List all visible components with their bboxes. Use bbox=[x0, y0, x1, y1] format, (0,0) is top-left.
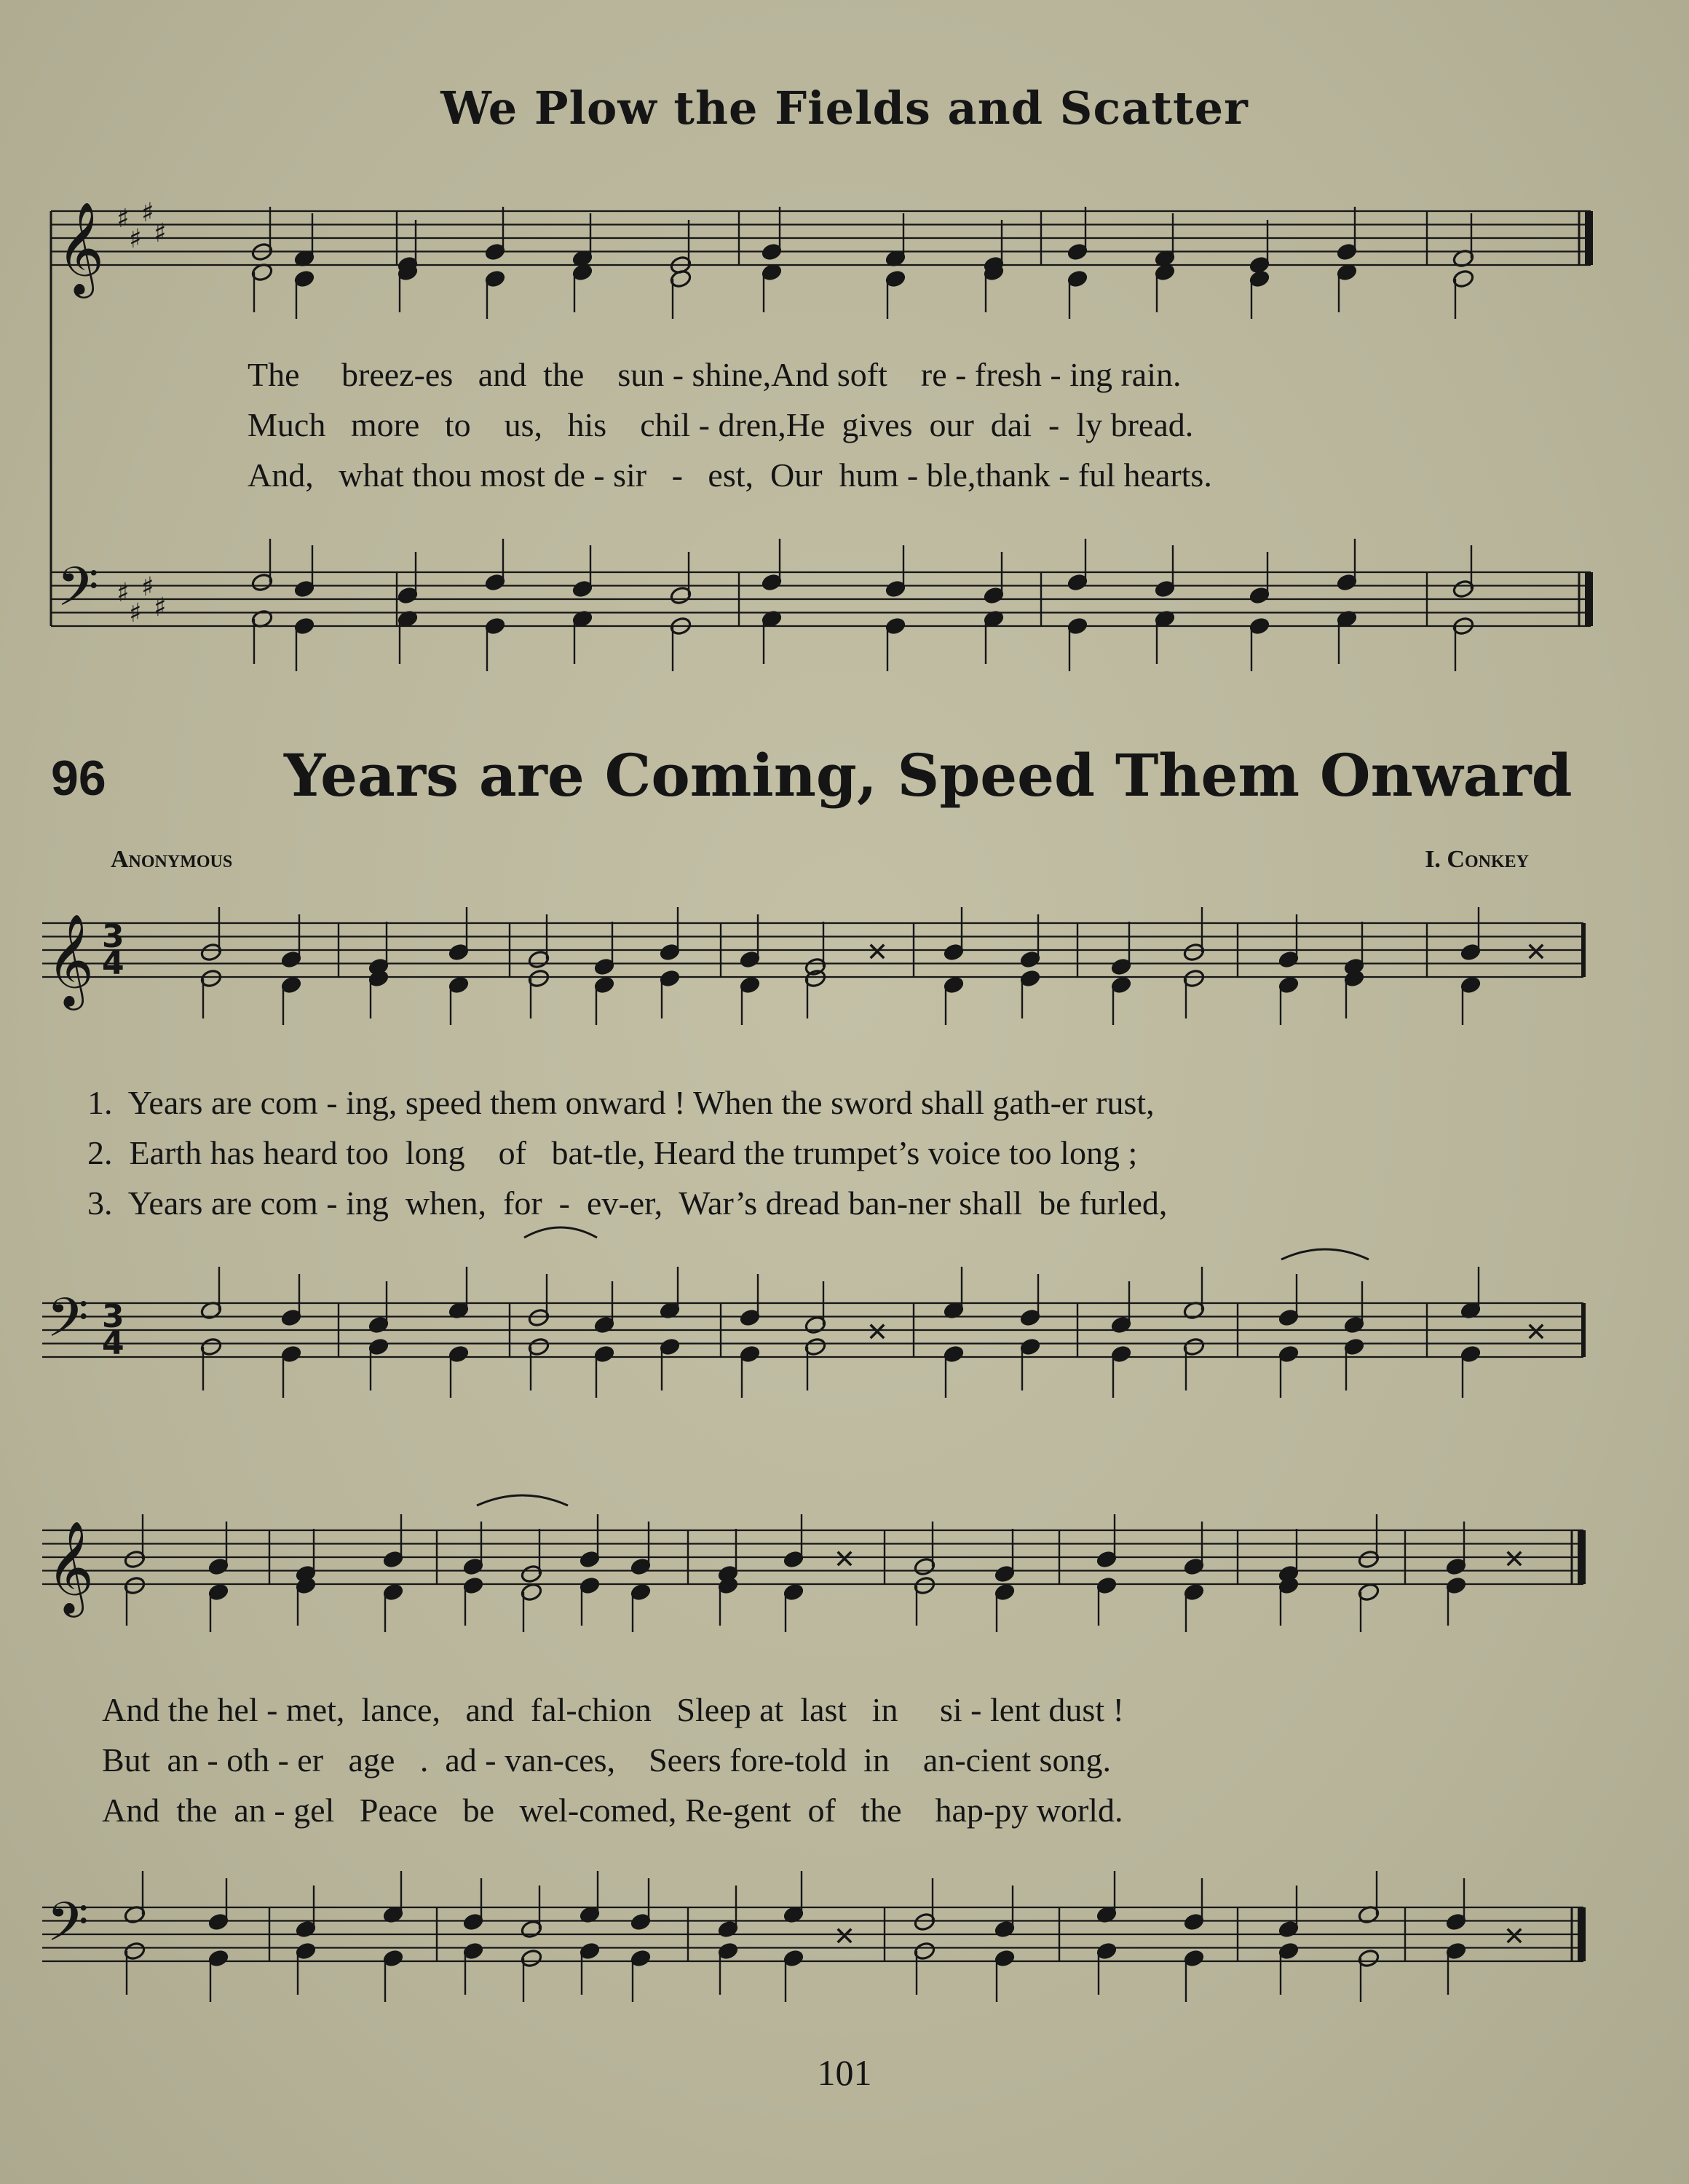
top-lyric-line-2: Much more to us, his chil - dren,He gives our dai - ly bread. bbox=[248, 406, 1194, 443]
rest-symbol: ✕ bbox=[1524, 938, 1548, 968]
treble-clef: 𝄞 bbox=[47, 1520, 95, 1613]
top-lyric-line-1: The breez-es and the sun - shine,And soft re - fresh - ing rain. bbox=[248, 356, 1182, 393]
verse-line-1-2: 2. Earth has heard too long of bat-tle, Heard the trumpet’s voice too long ; bbox=[87, 1134, 1138, 1171]
music-credit: I. Conkey bbox=[1425, 846, 1529, 873]
verse-line-2-2: But an - oth - er age . ad - van-ces, Seers fore-told in an-cient song. bbox=[102, 1741, 1111, 1779]
final-barline-thick bbox=[1585, 211, 1593, 265]
rest-symbol: ✕ bbox=[866, 938, 889, 968]
sharp-sign: ♯ bbox=[129, 224, 142, 254]
rest-symbol: ✕ bbox=[1503, 1545, 1526, 1575]
verse-line-1-1: 1. Years are com - ing, speed them onward ! When the sword shall gath-er rust, bbox=[87, 1084, 1155, 1121]
treble-clef: 𝄞 bbox=[47, 913, 95, 1006]
verse-line-1-3: 3. Years are com - ing when, for - ev-er, War’s dread ban-ner shall be furled, bbox=[87, 1184, 1168, 1222]
bass-clef: 𝄢 bbox=[47, 1891, 89, 1967]
top-hymn-title: We Plow the Fields and Scatter bbox=[440, 82, 1249, 135]
words-credit: Anonymous bbox=[111, 846, 233, 873]
verse-line-2-1: And the hel - met, lance, and fal-chion Sleep at last in si - lent dust ! bbox=[102, 1691, 1124, 1728]
sharp-sign: ♯ bbox=[141, 198, 154, 228]
sharp-sign: ♯ bbox=[154, 218, 167, 248]
rest-symbol: ✕ bbox=[866, 1318, 889, 1348]
slur-curve bbox=[524, 1227, 597, 1238]
rest-symbol: ✕ bbox=[1503, 1922, 1526, 1952]
top-lyric-line-3: And, what thou most de - sir - est, Our hum - ble,thank - ful hearts. bbox=[248, 456, 1212, 494]
treble-clef: 𝄞 bbox=[57, 201, 105, 294]
rest-symbol: ✕ bbox=[833, 1922, 856, 1952]
time-signature-bottom: 4 bbox=[102, 1325, 124, 1362]
sharp-sign: ♯ bbox=[154, 593, 167, 622]
verse-line-2-3: And the an - gel Peace be wel-comed, Re-gent of the hap-py world. bbox=[102, 1792, 1123, 1829]
rest-symbol: ✕ bbox=[1524, 1318, 1548, 1348]
sharp-sign: ♯ bbox=[116, 578, 130, 608]
bass-clef: 𝄢 bbox=[57, 555, 99, 632]
final-barline-thick bbox=[1578, 1530, 1586, 1584]
sharp-sign: ♯ bbox=[129, 598, 142, 628]
bass-clef: 𝄢 bbox=[47, 1286, 89, 1363]
page-number: 101 bbox=[817, 2052, 872, 2093]
final-barline-thick bbox=[1578, 1907, 1586, 1961]
time-signature-top: 3 bbox=[102, 1298, 124, 1335]
final-barline-thick bbox=[1585, 572, 1593, 626]
time-signature-top: 3 bbox=[102, 918, 124, 955]
sharp-sign: ♯ bbox=[116, 204, 130, 234]
slur-curve bbox=[477, 1495, 568, 1506]
slur-curve bbox=[1281, 1249, 1369, 1259]
sharp-sign: ♯ bbox=[141, 572, 154, 602]
hymn-number: 96 bbox=[51, 751, 106, 806]
rest-symbol: ✕ bbox=[833, 1545, 856, 1575]
hymn-title: Years are Coming, Speed Them Onward bbox=[284, 741, 1573, 810]
time-signature-bottom: 4 bbox=[102, 945, 124, 982]
